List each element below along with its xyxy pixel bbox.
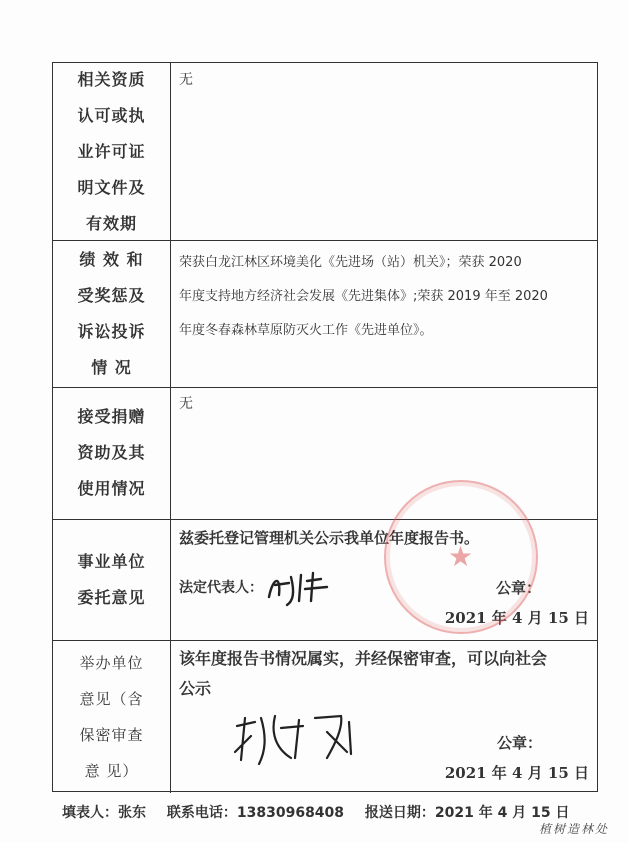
row-content <box>171 640 597 793</box>
official-seal-label: 公章： <box>497 734 543 752</box>
label-line: 意 见） <box>84 761 139 780</box>
department-stamp: 植树造林处 <box>538 822 609 836</box>
label-line: 委托意见 <box>77 587 146 607</box>
label-line: 接受捐赠 <box>77 407 146 426</box>
sponsor-date: 2021 年 4 月 15 日 <box>444 764 589 782</box>
label-line: 意见（含 <box>79 689 144 708</box>
row-label <box>53 240 171 387</box>
report-date-text: 报送日期：2021 年 4 月 15 日 <box>364 805 570 821</box>
label-line: 业许可证 <box>77 141 146 161</box>
filler-text: 填表人：张东 <box>62 805 146 821</box>
label-line: 使用情况 <box>77 479 146 498</box>
row-content <box>171 63 597 240</box>
entrust-statement: 兹委托登记管理机关公示我单位年度报告书。 <box>179 529 480 547</box>
label-line: 事业单位 <box>77 551 146 571</box>
label-line: 情 况 <box>91 357 132 377</box>
sponsor-statement-line: 该年度报告书情况属实，并经保密审查，可以向社会 <box>179 649 548 668</box>
row-label <box>53 640 171 793</box>
row-label <box>53 519 171 640</box>
label-line: 诉讼投诉 <box>77 321 146 341</box>
entrust-date: 2021 年 4 月 15 日 <box>444 609 589 627</box>
label-line: 保密审查 <box>79 725 144 744</box>
official-seal-label: 公章： <box>496 579 542 597</box>
sponsor-statement-line: 公示 <box>179 679 212 698</box>
row-label <box>53 63 171 240</box>
label-line: 明文件及 <box>77 177 146 197</box>
annual-report-table <box>52 62 598 792</box>
row-donations <box>53 387 597 520</box>
label-line: 绩 效 和 <box>79 249 144 269</box>
label-line: 有效期 <box>85 213 137 233</box>
sponsor-signature <box>231 708 381 768</box>
row-performance <box>53 240 597 388</box>
content-line: 荣获白龙江林区环境美化《先进场（站）机关》；荣获 2020 <box>179 255 522 270</box>
label-line: 举办单位 <box>79 653 144 672</box>
representative-signature <box>261 567 351 607</box>
content-text: 无 <box>179 72 193 88</box>
legal-representative-label: 法定代表人： <box>179 580 263 596</box>
label-line: 受奖惩及 <box>77 285 146 305</box>
row-content <box>171 240 597 387</box>
row-qualifications <box>53 63 597 241</box>
footer-info <box>62 802 585 822</box>
label-line: 认可或执 <box>77 105 146 125</box>
row-label <box>53 387 171 519</box>
content-text: 无 <box>179 396 193 412</box>
row-content <box>171 387 597 519</box>
row-sponsor-opinion <box>53 640 597 793</box>
star-icon: ★ <box>448 540 474 573</box>
content-line: 年度冬春森林草原防灭火工作《先进单位》。 <box>179 323 433 338</box>
label-line: 资助及其 <box>77 443 146 462</box>
phone-text: 联系电话：13830968408 <box>166 805 345 821</box>
official-red-seal <box>384 480 538 634</box>
content-line: 年度支持地方经济社会发展《先进集体》;荣获 2019 年至 2020 <box>179 289 548 304</box>
label-line: 相关资质 <box>77 69 146 89</box>
